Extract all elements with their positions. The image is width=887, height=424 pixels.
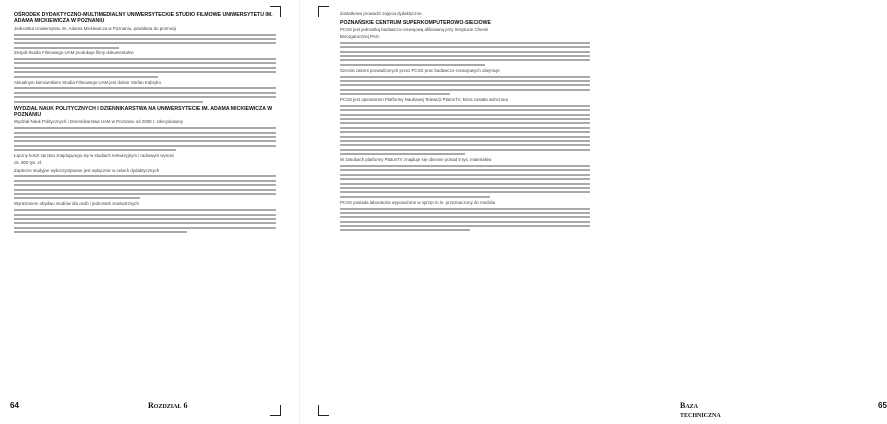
page-number-right: 65 bbox=[878, 401, 887, 410]
text-line bbox=[14, 132, 276, 134]
text-line bbox=[14, 47, 119, 49]
text-line bbox=[340, 208, 590, 210]
text-line bbox=[14, 62, 276, 64]
text-line bbox=[340, 169, 590, 171]
text-line bbox=[14, 222, 276, 224]
text-line bbox=[14, 76, 158, 78]
text-line bbox=[14, 227, 276, 229]
text-line bbox=[340, 46, 590, 48]
paragraph-5 bbox=[340, 201, 590, 232]
text-line bbox=[340, 183, 590, 185]
text-line bbox=[14, 184, 276, 186]
text-line bbox=[340, 76, 590, 78]
text-line bbox=[340, 225, 590, 227]
running-footer-chapter: Rozdział 6 bbox=[148, 401, 188, 410]
text-line bbox=[340, 114, 590, 116]
paragraph-3 bbox=[340, 98, 590, 155]
text-line bbox=[340, 109, 590, 111]
paragraph-2 bbox=[14, 81, 276, 103]
text-line bbox=[340, 216, 590, 218]
text-line bbox=[340, 153, 465, 155]
text-fragment: PCSS jest jednostką badawczo-rozwojową afiliowaną przy Instytucie Chemii bbox=[340, 27, 489, 33]
section-heading-film-studio: OŚRODEK DYDAKTYCZNO-MULTIMEDIALNY UNIWERSYTECKIE STUDIO FILMOWE UNIWERSYTETU IM. ADAMA MICKIEWICZA W POZNANIU bbox=[14, 12, 273, 25]
text-line bbox=[14, 214, 276, 216]
text-line bbox=[340, 187, 590, 189]
text-fragment: Zaplecze studyjne wykorzystywane jest wyłącznie w celach dydaktycznych bbox=[14, 167, 160, 173]
text-line bbox=[14, 193, 276, 195]
text-line bbox=[340, 105, 590, 107]
paragraph-4 bbox=[340, 158, 590, 198]
text-fragment: PCSS posiada laboratoria wyposażone w sprzęt m.in. przeznaczony do mediów bbox=[340, 199, 496, 205]
text-line bbox=[340, 178, 590, 180]
text-line bbox=[340, 191, 590, 193]
text-line bbox=[14, 58, 276, 60]
text-line bbox=[14, 34, 276, 36]
text-line bbox=[340, 118, 590, 120]
text-line bbox=[340, 64, 485, 66]
text-line bbox=[14, 38, 276, 40]
text-line bbox=[340, 59, 590, 61]
paragraph-3 bbox=[14, 120, 276, 151]
text-line bbox=[14, 136, 276, 138]
text-line bbox=[340, 212, 590, 214]
text-line bbox=[14, 209, 276, 211]
text-fragment: ok. 800 tys. zł. bbox=[14, 159, 43, 165]
section-heading-pcss: POZNAŃSKIE CENTRUM SUPERKOMPUTEROWO-SIECIOWE bbox=[340, 19, 492, 26]
text-line bbox=[14, 140, 276, 142]
text-line bbox=[14, 180, 276, 182]
text-line bbox=[14, 149, 176, 151]
text-line bbox=[340, 136, 590, 138]
text-line bbox=[340, 149, 590, 151]
paragraph-5 bbox=[14, 169, 276, 200]
running-footer-chapter-title: Baza techniczna bbox=[680, 401, 721, 419]
text-fragment: Wyrażeniem obydwu studiów dla osób i jednostek zewnętrznych bbox=[14, 201, 139, 207]
text-line bbox=[340, 42, 590, 44]
text-line bbox=[14, 127, 276, 129]
text-fragment: Wydział Nauk Politycznych i Dziennikarstwa UAM w Poznaniu od 2008 r. zdecydowany bbox=[14, 119, 184, 125]
left-page bbox=[0, 0, 300, 424]
text-fragment: W zasobach platformy PlatonTV znajduje się obecnie ponad 5 tys. materiałów bbox=[340, 157, 492, 163]
text-line bbox=[340, 80, 590, 82]
text-fragment: PCSS jest operatorem Platformy Naukowej Telewizji PlatonTV, która została wdrożona bbox=[340, 97, 508, 103]
text-fragment: Łączny koszt sprzętu znajdującego się w studiach telewizyjnym i radiowym wynosi bbox=[14, 153, 174, 159]
text-line bbox=[14, 42, 276, 44]
text-line bbox=[14, 87, 276, 89]
text-line bbox=[14, 231, 187, 233]
text-fragment: Aktualnym kierownikiem Studia Filmowego UAM jest doktor Stefan Kabryko bbox=[14, 79, 161, 85]
text-line bbox=[14, 175, 276, 177]
text-line bbox=[340, 229, 470, 231]
text-line bbox=[340, 131, 590, 133]
text-line bbox=[14, 145, 276, 147]
left-column bbox=[14, 12, 276, 236]
text-fragment: Jednostka Uniwersytetu im. Adama Mickiewicza w Poznaniu, powołana do promocji bbox=[14, 25, 177, 31]
text-line bbox=[14, 71, 276, 73]
text-line bbox=[14, 197, 140, 199]
text-line bbox=[14, 67, 276, 69]
text-line bbox=[340, 144, 590, 146]
right-page bbox=[300, 0, 887, 424]
text-line bbox=[340, 196, 490, 198]
paragraph-4 bbox=[14, 154, 276, 166]
text-line bbox=[340, 51, 590, 53]
section-heading-political-science: WYDZIAŁ NAUK POLITYCZNYCH I DZIENNIKARSTWA NA UNIWERSYTECIE IM. ADAMA MICKIEWICZA W POZNANIU bbox=[14, 105, 273, 118]
text-line bbox=[340, 55, 590, 57]
text-line bbox=[340, 89, 590, 91]
text-line bbox=[14, 96, 276, 98]
text-line bbox=[14, 92, 276, 94]
text-line bbox=[340, 127, 590, 129]
text-line bbox=[340, 174, 590, 176]
text-fragment: Szeroki zakres prowadzonych przez PCSS prac badawczo-rozwojowych obejmuje bbox=[340, 67, 500, 73]
text-line bbox=[340, 165, 590, 167]
text-line bbox=[340, 93, 450, 95]
text-line bbox=[340, 122, 590, 124]
paragraph-6 bbox=[14, 202, 276, 233]
text-fragment: Zespół Studia Filmowego UAM produkuje filmy dokumentalne bbox=[14, 50, 134, 56]
paragraph-0 bbox=[340, 12, 590, 17]
text-line bbox=[14, 189, 276, 191]
paragraph-2 bbox=[340, 69, 590, 95]
text-line bbox=[340, 84, 590, 86]
paragraph-1 bbox=[340, 28, 590, 66]
text-line bbox=[14, 218, 276, 220]
text-fragment: dostatkowo prowadzi zajęcia dydaktyczne. bbox=[340, 11, 423, 16]
page-number-left: 64 bbox=[10, 401, 19, 410]
text-line bbox=[340, 221, 590, 223]
right-column bbox=[340, 12, 590, 234]
paragraph-1 bbox=[14, 27, 276, 78]
text-fragment: Bioorganicznej PAN bbox=[340, 34, 379, 39]
text-line bbox=[14, 101, 203, 103]
text-line bbox=[340, 140, 590, 142]
